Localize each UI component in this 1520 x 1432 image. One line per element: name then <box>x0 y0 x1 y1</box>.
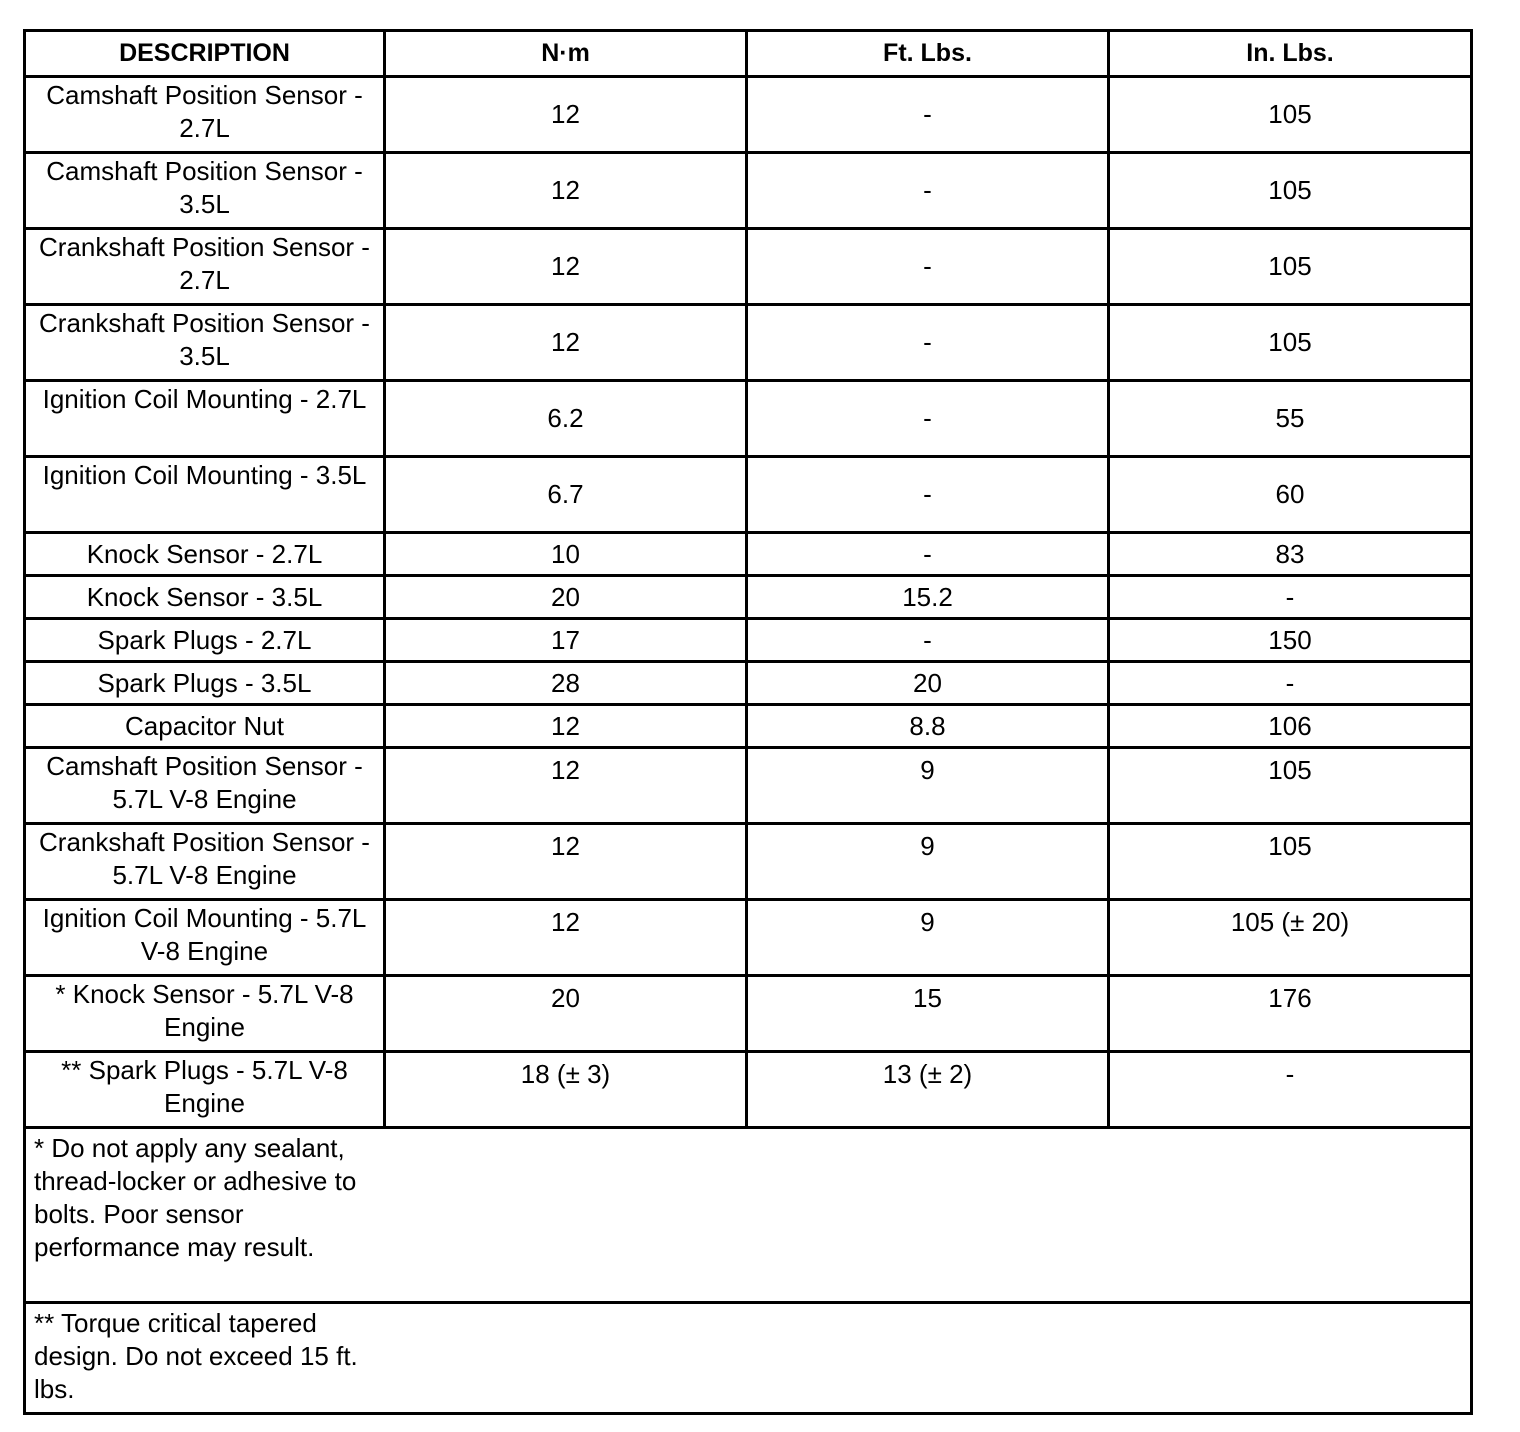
table-row <box>25 576 1472 619</box>
header-description: DESCRIPTION <box>25 31 385 77</box>
cell-description: Crankshaft Position Sensor - 3.5L <box>25 305 385 381</box>
cell-in-lbs: 105 <box>1109 153 1472 229</box>
header-row <box>25 31 1472 77</box>
table-row <box>25 748 1472 824</box>
cell-description: Spark Plugs - 2.7L <box>25 619 385 662</box>
cell-ft-lbs: 8.8 <box>747 705 1109 748</box>
table-row <box>25 900 1472 976</box>
cell-ft-lbs: - <box>747 153 1109 229</box>
table-row <box>25 533 1472 576</box>
cell-description: Knock Sensor - 2.7L <box>25 533 385 576</box>
header-ft-lbs: Ft. Lbs. <box>747 31 1109 77</box>
footnote-cell <box>25 1128 1472 1303</box>
cell-nm: 6.7 <box>385 457 747 533</box>
cell-nm: 28 <box>385 662 747 705</box>
cell-in-lbs: - <box>1109 1052 1472 1128</box>
cell-ft-lbs: 15 <box>747 976 1109 1052</box>
header-nm: N·m <box>385 31 747 77</box>
table-row <box>25 153 1472 229</box>
cell-ft-lbs: 20 <box>747 662 1109 705</box>
cell-nm: 12 <box>385 824 747 900</box>
table-row <box>25 305 1472 381</box>
cell-ft-lbs: 9 <box>747 748 1109 824</box>
footnote-row <box>25 1303 1472 1414</box>
cell-nm: 12 <box>385 229 747 305</box>
cell-nm: 20 <box>385 976 747 1052</box>
cell-ft-lbs: - <box>747 533 1109 576</box>
footnote-sealant: * Do not apply any sealant, thread-locker or adhesive to bolts. Poor sensor performance may result. <box>34 1133 357 1262</box>
torque-spec-table <box>23 29 1473 1415</box>
cell-nm: 20 <box>385 576 747 619</box>
cell-description: Spark Plugs - 3.5L <box>25 662 385 705</box>
cell-in-lbs: 105 <box>1109 77 1472 153</box>
cell-description: Crankshaft Position Sensor - 5.7L V-8 Engine <box>25 824 385 900</box>
cell-ft-lbs: 9 <box>747 824 1109 900</box>
cell-ft-lbs: 13 (± 2) <box>747 1052 1109 1128</box>
cell-ft-lbs: - <box>747 381 1109 457</box>
cell-in-lbs: 106 <box>1109 705 1472 748</box>
cell-description: Knock Sensor - 3.5L <box>25 576 385 619</box>
cell-description: Camshaft Position Sensor - 2.7L <box>25 77 385 153</box>
cell-in-lbs: 60 <box>1109 457 1472 533</box>
cell-description: Camshaft Position Sensor - 5.7L V-8 Engine <box>25 748 385 824</box>
header-in-lbs: In. Lbs. <box>1109 31 1472 77</box>
cell-in-lbs: - <box>1109 576 1472 619</box>
cell-ft-lbs: - <box>747 229 1109 305</box>
cell-in-lbs: 55 <box>1109 381 1472 457</box>
cell-description: * Knock Sensor - 5.7L V-8 Engine <box>25 976 385 1052</box>
cell-nm: 12 <box>385 748 747 824</box>
table-row <box>25 229 1472 305</box>
cell-nm: 12 <box>385 900 747 976</box>
cell-in-lbs: - <box>1109 662 1472 705</box>
cell-description: Ignition Coil Mounting - 5.7L V-8 Engine <box>25 900 385 976</box>
cell-nm: 12 <box>385 153 747 229</box>
cell-nm: 12 <box>385 705 747 748</box>
cell-nm: 10 <box>385 533 747 576</box>
cell-ft-lbs: - <box>747 619 1109 662</box>
cell-description: Crankshaft Position Sensor - 2.7L <box>25 229 385 305</box>
table-row <box>25 1052 1472 1128</box>
cell-ft-lbs: - <box>747 77 1109 153</box>
table-row <box>25 457 1472 533</box>
table-row <box>25 705 1472 748</box>
table-row <box>25 824 1472 900</box>
cell-in-lbs: 105 <box>1109 305 1472 381</box>
cell-in-lbs: 105 <box>1109 748 1472 824</box>
cell-in-lbs: 83 <box>1109 533 1472 576</box>
table-row <box>25 77 1472 153</box>
footnote-row <box>25 1128 1472 1303</box>
cell-description: Camshaft Position Sensor - 3.5L <box>25 153 385 229</box>
cell-ft-lbs: - <box>747 457 1109 533</box>
cell-nm: 12 <box>385 305 747 381</box>
cell-in-lbs: 105 (± 20) <box>1109 900 1472 976</box>
cell-ft-lbs: 9 <box>747 900 1109 976</box>
cell-in-lbs: 105 <box>1109 824 1472 900</box>
cell-description: ** Spark Plugs - 5.7L V-8 Engine <box>25 1052 385 1128</box>
cell-in-lbs: 176 <box>1109 976 1472 1052</box>
footnote-torque-critical: ** Torque critical tapered design. Do not exceed 15 ft. lbs. <box>34 1308 358 1404</box>
cell-in-lbs: 150 <box>1109 619 1472 662</box>
footnote-cell <box>25 1303 1472 1414</box>
cell-ft-lbs: - <box>747 305 1109 381</box>
cell-description: Ignition Coil Mounting - 2.7L <box>25 381 385 457</box>
cell-description: Ignition Coil Mounting - 3.5L <box>25 457 385 533</box>
cell-nm: 17 <box>385 619 747 662</box>
table-row <box>25 619 1472 662</box>
cell-nm: 12 <box>385 77 747 153</box>
table-row <box>25 381 1472 457</box>
cell-description: Capacitor Nut <box>25 705 385 748</box>
table-row <box>25 662 1472 705</box>
cell-nm: 6.2 <box>385 381 747 457</box>
cell-ft-lbs: 15.2 <box>747 576 1109 619</box>
cell-nm: 18 (± 3) <box>385 1052 747 1128</box>
table-row <box>25 976 1472 1052</box>
cell-in-lbs: 105 <box>1109 229 1472 305</box>
